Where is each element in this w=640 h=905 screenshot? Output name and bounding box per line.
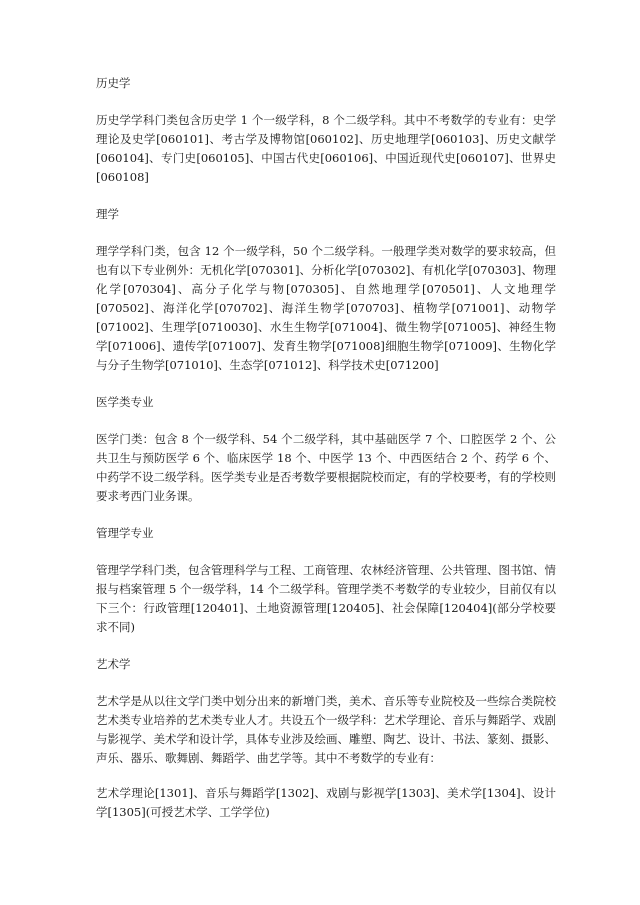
section-history <box>96 74 556 187</box>
section-paragraph: 历史学学科门类包含历史学 1 个一级学科，8 个二级学科。其中不考数学的专业有：史学理论及史学[060101]、考古学及博物馆[060102]、历史地理学[060103]、历史文献学[060104]、专门史[060105]、中国古代史[060106]、中国近现代史[060107]、世界史[060108] <box>96 113 556 184</box>
section-paragraph: 管理学学科门类，包含管理科学与工程、工商管理、农林经济管理、公共管理、图书馆、情报与档案管理 5 个一级学科，14 个二级学科。管理学类不考数学的专业较少，目前仅有以下三个：行政管理[120401]、土地资源管理[120405]、社会保障[120404](部分学校要求不同) <box>96 563 556 634</box>
section-science <box>96 205 556 375</box>
section-medicine <box>96 393 556 506</box>
section-paragraph: 艺术学是从以往文学门类中划分出来的新增门类，美术、音乐等专业院校及一些综合类院校艺术类专业培养的艺术类专业人才。共设五个一级学科：艺术学理论、音乐与舞蹈学、戏剧与影视学、美术学和设计学，具体专业涉及绘画、雕塑、陶艺、设计、书法、篆刻、摄影、声乐、器乐、歌舞剧、舞蹈学、曲艺学等。其中不考数学的专业有： <box>96 694 556 765</box>
section-management <box>96 524 556 637</box>
document-page <box>96 74 556 840</box>
section-arts <box>96 655 556 822</box>
section-heading: 管理学专业 <box>96 526 154 540</box>
section-paragraph: 艺术学理论[1301]、音乐与舞蹈学[1302]、戏剧与影视学[1303]、美术学[1304]、设计学[1305](可授艺术学、工学学位) <box>96 786 556 819</box>
section-heading: 医学类专业 <box>96 395 154 409</box>
section-heading: 艺术学 <box>96 657 131 671</box>
section-paragraph: 医学门类：包含 8 个一级学科、54 个二级学科，其中基础医学 7 个、口腔医学 2 个、公共卫生与预防医学 6 个、临床医学 18 个、中医学 13 个、中西医结合 2 个、药学 6 个、中药学不设二级学科。医学类专业是否考数学要根据院校而定，有的学校要考，有的学校则要求考西门业务课。 <box>96 432 556 503</box>
section-paragraph: 理学学科门类，包含 12 个一级学科，50 个二级学科。一般理学类对数学的要求较高，但也有以下专业例外：无机化学[070301]、分析化学[070302]、有机化学[070303]、物理化学[070304]、高分子化学与物[070305]、自然地理学[070501]、人文地理学[070502]、海洋化学[070702]、海洋生物学[070703]、植物学[071001]、动物学[071002]、生理学[0710030]、水生生物学[071004]、微生物学[071005]、神经生物学[071006]、遗传学[071007]、发育生物学[071008]细胞生物学[071009]、生物化学与分子生物学[071010]、生态学[071012]、科学技术史[071200] <box>96 244 556 372</box>
section-heading: 理学 <box>96 207 119 221</box>
section-heading: 历史学 <box>96 76 131 90</box>
